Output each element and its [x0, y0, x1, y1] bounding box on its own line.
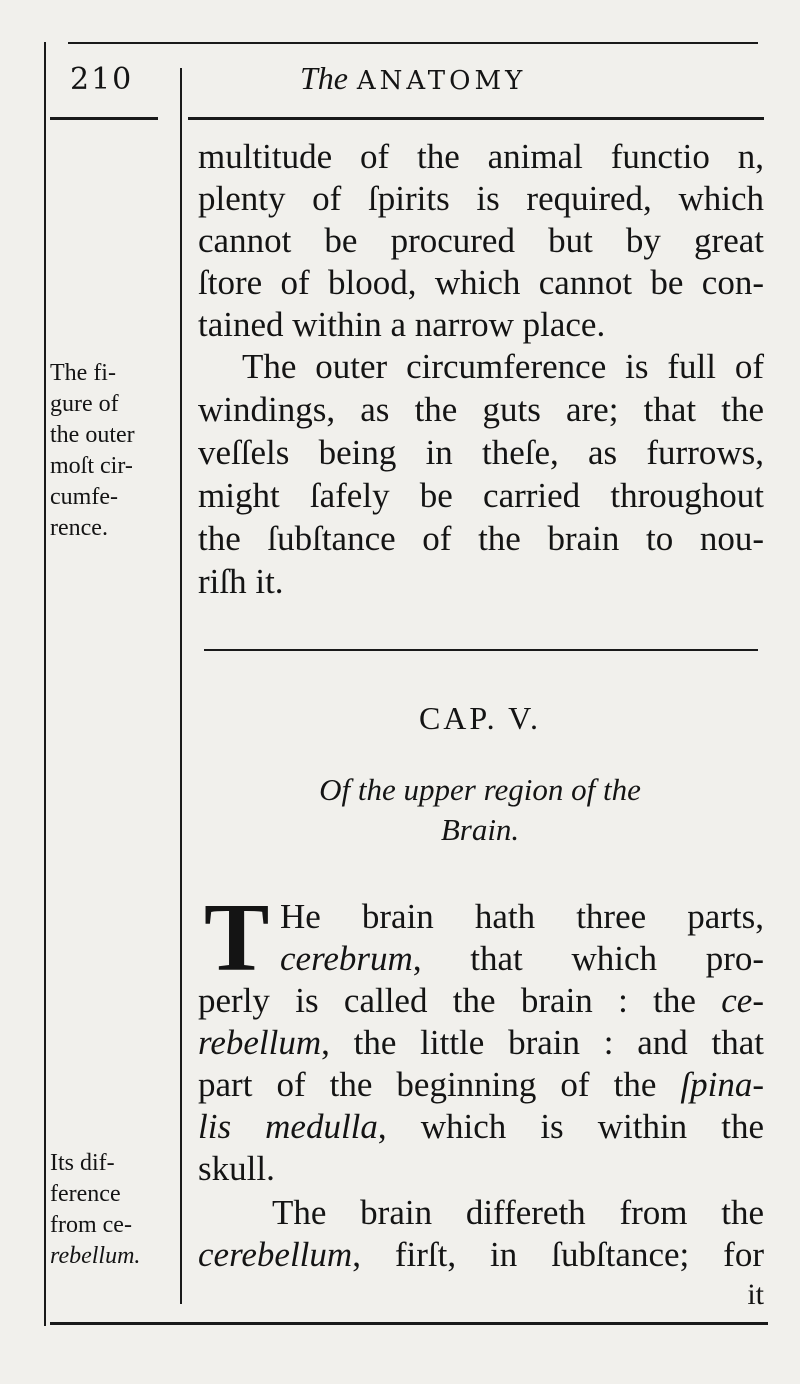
margin-note-line: moſt cir- [50, 453, 133, 479]
latin-term: cerebrum [280, 939, 413, 978]
margin-note-difference [50, 1148, 178, 1272]
chapter-title: CAP. V. [418, 700, 542, 736]
text-fragment: perly is called the brain : the [198, 981, 722, 1020]
text-fragment: , the little brain : and that [321, 1023, 764, 1062]
text-line: veſſels being in theſe, as furrows, [198, 433, 764, 472]
text-line: multitude of the animal functio n, [198, 137, 764, 176]
chapter-subtitle [200, 770, 760, 850]
chapter-subtitle-line: Brain. [440, 812, 520, 847]
text-line: the ſubſtance of the brain to nou- [198, 519, 764, 558]
text-line [280, 938, 764, 980]
margin-note-figure [50, 358, 178, 544]
text-fragment: , firſt, in ſubſtance; for [352, 1235, 764, 1274]
margin-note-line: ference [50, 1181, 121, 1207]
margin-note-line: cumfe- [50, 484, 118, 510]
header-rule-right [188, 117, 764, 120]
text-line [198, 1064, 764, 1106]
text-line [198, 1022, 764, 1064]
header-rule-left [50, 117, 158, 120]
page-number: 210 [70, 62, 134, 97]
bottom-rule [50, 1322, 768, 1325]
text-fragment: , that which pro- [412, 939, 764, 978]
latin-term: lis medulla [198, 1107, 378, 1146]
left-border [44, 42, 46, 1326]
margin-note-line: The fi- [50, 360, 116, 386]
text-line: cannot be procured but by great [198, 221, 764, 260]
margin-note-line: Its dif- [50, 1150, 115, 1176]
text-line: The outer circumference is full of [242, 347, 764, 386]
margin-note-line: rebellum. [50, 1243, 141, 1269]
text-fragment: , which is within the [377, 1107, 765, 1146]
text-line: riſh it. [198, 562, 284, 601]
latin-term: cerebellum [198, 1235, 353, 1274]
margin-note-line: rence. [50, 515, 108, 541]
drop-cap: T [204, 884, 270, 992]
latin-term: rebellum [198, 1023, 322, 1062]
latin-term: ſpina- [680, 1065, 764, 1104]
catchword: it [747, 1278, 764, 1311]
text-line [198, 1106, 764, 1148]
running-title-caps: ANATOMY [356, 66, 527, 96]
text-line: ſtore of blood, which cannot be con- [198, 263, 764, 302]
margin-note-line: gure of [50, 391, 119, 417]
chapter-subtitle-line: Of the upper region of the [319, 772, 641, 807]
margin-note-line: from ce- [50, 1212, 132, 1238]
text-line: He brain hath three parts, [280, 897, 764, 936]
chapter-rule [204, 649, 758, 651]
running-title [300, 60, 526, 97]
text-line: skull. [198, 1149, 275, 1188]
text-line: plenty of ſpirits is required, which [198, 179, 764, 218]
column-divider [180, 68, 182, 1304]
margin-note-line: the outer [50, 422, 135, 448]
text-line: windings, as the guts are; that the [198, 390, 764, 429]
text-line: The brain differeth from the [272, 1193, 764, 1232]
text-line: might ſafely be carried throughout [198, 476, 764, 515]
running-title-italic: The [300, 60, 348, 96]
text-line [198, 1234, 764, 1276]
top-rule [68, 42, 758, 44]
latin-term: ce- [721, 981, 764, 1020]
text-fragment: part of the beginning of the [198, 1065, 681, 1104]
text-line: tained within a narrow place. [198, 305, 606, 344]
text-line [198, 980, 764, 1022]
